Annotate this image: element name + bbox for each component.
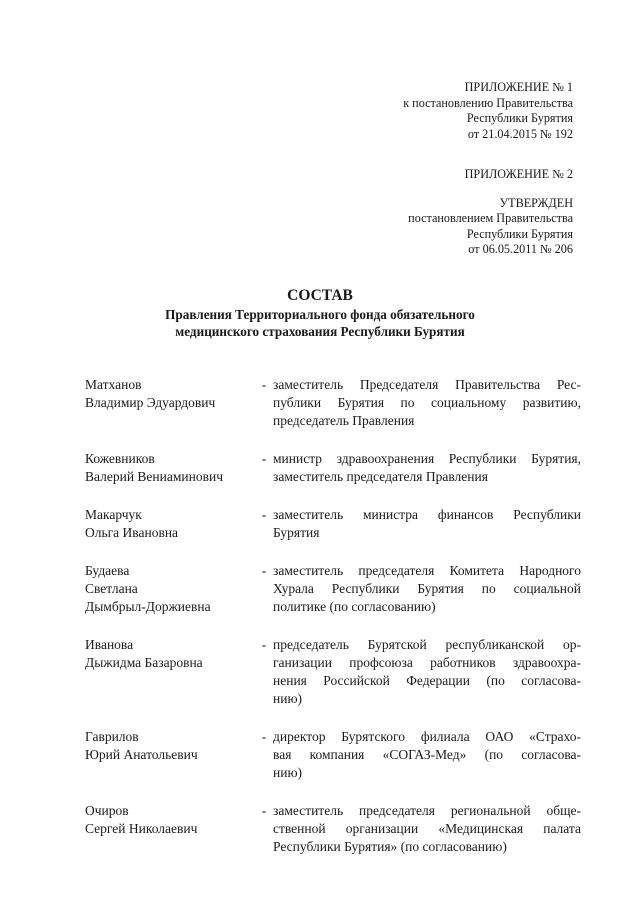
member-position-line: министр здравоохранения Республики Бурятия, <box>273 451 581 466</box>
member-name-line: Очиров <box>85 803 129 818</box>
member-name-line: Матханов <box>85 377 142 392</box>
member-name-line: Ольга Ивановна <box>85 525 179 540</box>
member-dash: - <box>261 377 267 392</box>
member-dash: - <box>261 563 267 578</box>
appendix-1-line: ПРИЛОЖЕНИЕ № 1 <box>464 80 573 94</box>
member-entry <box>85 450 581 486</box>
member-dash: - <box>261 507 267 522</box>
member-position-line: директор Бурятского филиала ОАО «Страхо- <box>273 729 581 744</box>
member-name <box>85 506 255 542</box>
member-position-line: заместитель председателя региональной обще- <box>273 803 581 818</box>
member-position-line: ственной организации «Медицинская палата <box>273 821 581 836</box>
member-position <box>273 728 581 782</box>
member-position-line: нию) <box>273 765 303 780</box>
member-name-line: Кожевников <box>85 451 155 466</box>
member-position-line: публики Бурятия по социальному развитию, <box>273 395 581 410</box>
approval-line: УТВЕРЖДЕН <box>499 195 573 210</box>
document-subtitle-line: медицинского страхования Республики Бурятия <box>175 324 465 339</box>
appendix-1-line: от 21.04.2015 № 192 <box>467 126 573 141</box>
member-position-line: заместитель председателя Правления <box>273 469 488 484</box>
member-position <box>273 450 581 486</box>
document-title-block <box>0 286 640 340</box>
member-entry <box>85 728 581 782</box>
member-position-line: председатель Правления <box>273 413 415 428</box>
spacer <box>408 183 573 196</box>
member-name-line: Макарчук <box>85 507 142 522</box>
member-dash: - <box>261 451 267 466</box>
member-name <box>85 376 255 430</box>
member-name-line: Иванова <box>85 637 134 652</box>
member-name-line: Дыжидма Базаровна <box>85 655 203 670</box>
appendix-2-header <box>408 167 573 258</box>
member-name-line: Гаврилов <box>85 729 139 744</box>
member-entry <box>85 636 581 708</box>
approval-line: от 06.05.2011 № 206 <box>468 242 573 256</box>
member-name-line: Юрий Анатольевич <box>85 747 198 762</box>
member-dash: - <box>261 637 267 652</box>
member-name-line: Владимир Эдуардович <box>85 395 216 410</box>
member-name <box>85 562 255 616</box>
member-name <box>85 802 255 856</box>
member-entry <box>85 802 581 856</box>
member-entry <box>85 506 581 542</box>
member-position-line: вая компания «СОГАЗ-Мед» (по согласова- <box>273 747 581 762</box>
member-name <box>85 728 255 782</box>
member-name-line: Светлана <box>85 581 138 596</box>
appendix-1-line: Республики Бурятия <box>466 111 573 125</box>
member-position-line: нию) <box>273 691 303 706</box>
member-position-line: политике (по согласованию) <box>273 599 436 614</box>
member-position-line: заместитель Председателя Правительства Рес- <box>273 377 581 392</box>
member-position-line: ганизации профсоюза работников здравоохра- <box>273 655 581 670</box>
member-name <box>85 450 255 486</box>
member-name-line: Дымбрыл-Доржиевна <box>85 599 211 614</box>
member-dash: - <box>261 729 267 744</box>
member-position <box>273 506 581 542</box>
document-subtitle-line: Правления Территориального фонда обязательного <box>165 307 475 322</box>
member-position-line: председатель Бурятской республиканской ор- <box>273 637 581 652</box>
member-position-line: заместитель министра финансов Республики <box>273 507 581 522</box>
approval-line: Республики Бурятия <box>466 226 573 241</box>
member-position-line: Бурятия <box>273 525 320 540</box>
member-list <box>85 376 581 856</box>
member-name <box>85 636 255 708</box>
member-name-line: Сергей Николаевич <box>85 821 198 836</box>
document-title: СОСТАВ <box>287 287 353 304</box>
approval-line: постановлением Правительства <box>408 211 573 225</box>
member-position-line: нения Российской Федерации (по согласова- <box>273 673 581 688</box>
member-position <box>273 562 581 616</box>
member-position <box>273 802 581 856</box>
member-position <box>273 636 581 708</box>
appendix-1-header <box>403 80 573 142</box>
member-dash: - <box>261 803 267 818</box>
member-entry <box>85 562 581 616</box>
member-position-line: заместитель председателя Комитета Народного <box>273 563 581 578</box>
member-name-line: Валерий Вениаминович <box>85 469 223 484</box>
member-position-line: Республики Бурятия» (по согласованию) <box>273 839 507 854</box>
member-entry <box>85 376 581 430</box>
member-position-line: Хурала Республики Бурятия по социальной <box>273 581 581 596</box>
appendix-1-line: к постановлению Правительства <box>403 95 573 110</box>
member-name-line: Будаева <box>85 563 130 578</box>
member-position <box>273 376 581 430</box>
appendix-2-heading: ПРИЛОЖЕНИЕ № 2 <box>464 167 573 181</box>
